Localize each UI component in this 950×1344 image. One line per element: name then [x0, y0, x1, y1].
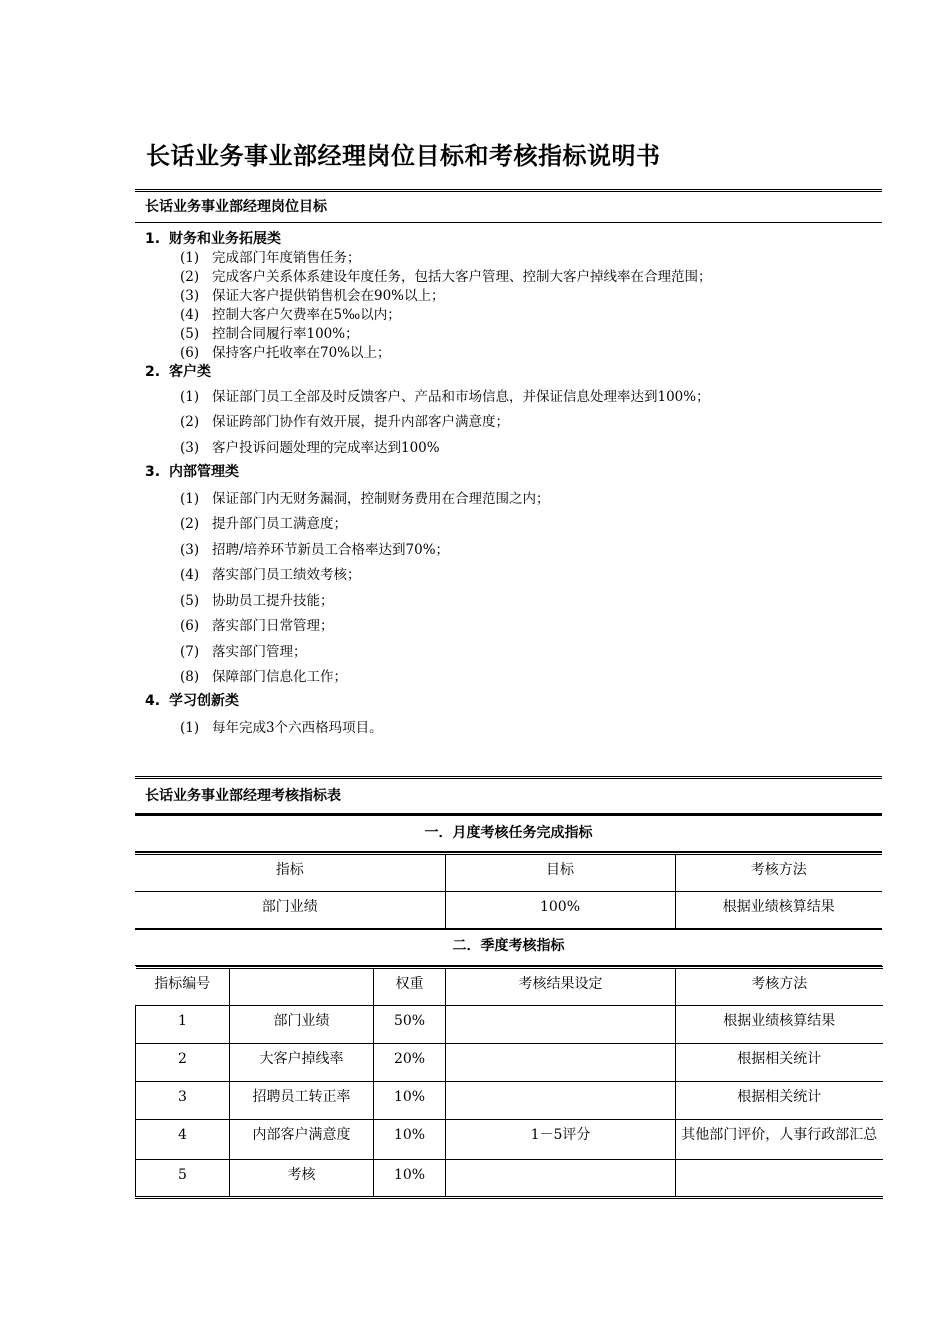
quarterly-table	[135, 966, 883, 1199]
table-header-cell: 目标	[445, 854, 675, 892]
kpi-section-title: 长话业务事业部经理考核指标表	[145, 788, 341, 804]
list-item: (2) 提升部门员工满意度；	[180, 516, 347, 532]
list-item: (3) 招聘/培养环节新员工合格率达到70%；	[180, 542, 450, 558]
table-cell: 50%	[374, 1006, 446, 1044]
list-item: (2) 保证跨部门协作有效开展，提升内部客户满意度；	[180, 414, 509, 430]
category-heading: 3. 内部管理类	[145, 464, 239, 480]
table-cell: 内部客户满意度	[230, 1120, 374, 1160]
kpi-section-header	[135, 776, 882, 814]
list-item: (1) 保证部门员工全部及时反馈客户、产品和市场信息，并保证信息处理率达到100%；	[180, 389, 710, 405]
table-cell: 5	[136, 1160, 230, 1198]
list-item: (4) 控制大客户欠费率在5‰以内；	[180, 307, 401, 323]
table-cell: 根据业绩核算结果	[676, 1006, 883, 1044]
list-item: (5) 协助员工提升技能；	[180, 593, 334, 609]
goals-section-header	[135, 189, 882, 223]
list-item: (6) 落实部门日常管理；	[180, 618, 334, 634]
table-row	[136, 1160, 883, 1198]
table-cell	[446, 1160, 676, 1198]
table-header-cell: 考核方法	[675, 854, 882, 892]
list-item: (3) 保证大客户提供销售机会在90%以上；	[180, 288, 445, 304]
table-row	[136, 1006, 883, 1044]
table-cell: 部门业绩	[230, 1006, 374, 1044]
table-cell: 4	[136, 1120, 230, 1160]
list-item: (1) 完成部门年度销售任务；	[180, 250, 361, 266]
table-cell: 根据相关统计	[676, 1082, 883, 1120]
table-cell	[446, 1082, 676, 1120]
table-cell: 大客户掉线率	[230, 1044, 374, 1082]
category-heading: 4. 学习创新类	[145, 693, 239, 709]
goals-section-title: 长话业务事业部经理岗位目标	[145, 199, 327, 215]
table-cell: 1－5评分	[446, 1120, 676, 1160]
list-item: (4) 落实部门员工绩效考核；	[180, 567, 361, 583]
table-cell	[446, 1006, 676, 1044]
table-cell	[446, 1044, 676, 1082]
table-cell: 20%	[374, 1044, 446, 1082]
document-title: 长话业务事业部经理岗位目标和考核指标说明书	[146, 142, 661, 170]
category-heading: 1. 财务和业务拓展类	[145, 231, 281, 247]
table-cell: 10%	[374, 1082, 446, 1120]
table-row	[136, 1082, 883, 1120]
table-cell: 1	[136, 1006, 230, 1044]
table-header-cell: 考核结果设定	[446, 968, 676, 1006]
table-row	[136, 1044, 883, 1082]
table-header-cell: 考核方法	[676, 968, 883, 1006]
category-heading: 2. 客户类	[145, 364, 211, 380]
table-cell: 其他部门评价，人事行政部汇总	[676, 1120, 883, 1160]
list-item: (1) 每年完成3个六西格玛项目。	[180, 720, 383, 736]
list-item: (7) 落实部门管理；	[180, 644, 307, 660]
table-header-row	[136, 968, 883, 1006]
list-item: (5) 控制合同履行率100%；	[180, 326, 359, 342]
table-cell: 100%	[445, 892, 675, 930]
table-cell: 部门业绩	[135, 892, 445, 930]
table-cell: 10%	[374, 1160, 446, 1198]
table-header-row	[135, 854, 882, 892]
list-item: (8) 保障部门信息化工作；	[180, 669, 347, 685]
monthly-table-title: 一．月度考核任务完成指标	[135, 814, 882, 852]
table-cell: 招聘员工转正率	[230, 1082, 374, 1120]
list-item: (2) 完成客户关系体系建设年度任务，包括大客户管理、控制大客户掉线率在合理范围；	[180, 269, 712, 285]
table-cell: 根据相关统计	[676, 1044, 883, 1082]
list-item: (3) 客户投诉问题处理的完成率达到100%	[180, 440, 440, 456]
table-header-cell: 指标	[135, 854, 445, 892]
table-cell: 3	[136, 1082, 230, 1120]
monthly-table	[135, 852, 882, 930]
quarterly-table-title: 二．季度考核指标	[135, 928, 882, 966]
table-cell: 2	[136, 1044, 230, 1082]
list-item: (1) 保证部门内无财务漏洞，控制财务费用在合理范围之内；	[180, 491, 550, 507]
table-header-cell: 权重	[374, 968, 446, 1006]
table-header-cell: 指标编号	[136, 968, 230, 1006]
table-cell	[676, 1160, 883, 1198]
table-cell: 10%	[374, 1120, 446, 1160]
table-row	[135, 892, 882, 930]
table-cell: 根据业绩核算结果	[675, 892, 882, 930]
table-header-cell	[230, 968, 374, 1006]
table-row	[136, 1120, 883, 1160]
list-item: (6) 保持客户托收率在70%以上；	[180, 345, 391, 361]
table-cell: 考核	[230, 1160, 374, 1198]
